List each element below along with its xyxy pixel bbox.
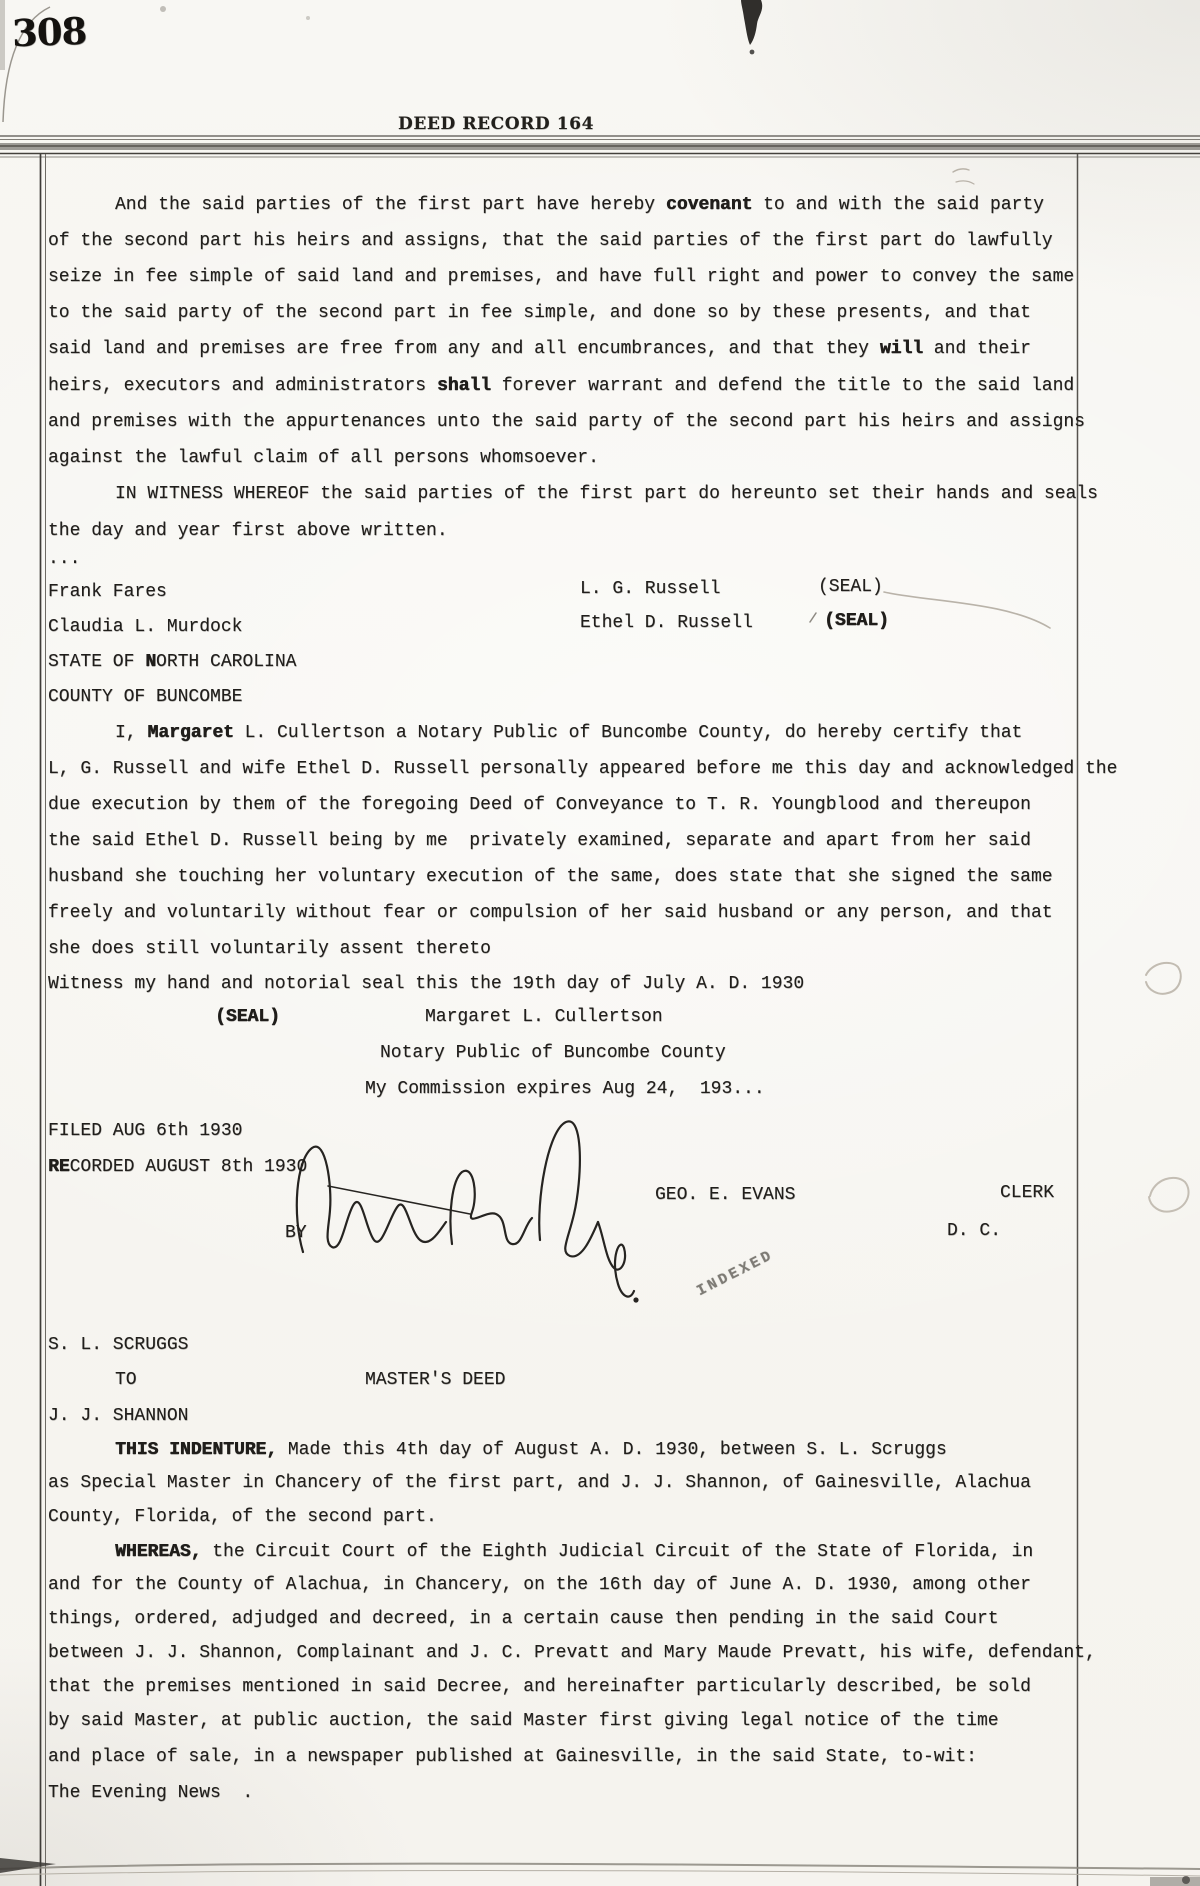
typed-line: said land and premises are free from any and all encumbrances, and that they will and their <box>48 339 1031 359</box>
typed-line: and for the County of Alachua, in Chancery, on the 16th day of June A. D. 1930, among other <box>48 1575 1031 1595</box>
typed-line: the said Ethel D. Russell being by me privately examined, separate and apart from her said <box>48 831 1031 851</box>
seal-label-2: (SEAL) <box>824 611 889 631</box>
typed-line: the day and year first above written. <box>48 521 448 541</box>
bottom-page-edge <box>0 1858 1200 1886</box>
indenture-line: THIS INDENTURE, Made this 4th day of August A. D. 1930, between S. L. Scruggs <box>115 1440 947 1460</box>
typed-line: I, Margaret L. Cullertson a Notary Public of Buncombe County, do hereby certify that <box>115 723 1023 743</box>
deputy-clerk-label: D. C. <box>947 1221 1002 1241</box>
typed-line: due execution by them of the foregoing Deed of Conveyance to T. R. Youngblood and thereupon <box>48 795 1031 815</box>
county-line: COUNTY OF BUNCOMBE <box>48 687 243 707</box>
grantor-ethel-russell: Ethel D. Russell <box>580 613 753 633</box>
typed-line: that the premises mentioned in said Decree, and hereinafter particularly described, be sold <box>48 1677 1031 1697</box>
witness-claudia-murdock: Claudia L. Murdock <box>48 617 243 637</box>
typed-line: seize in fee simple of said land and premises, and have full right and power to convey the same <box>48 267 1075 287</box>
typed-line: of the second part his heirs and assigns, that the said parties of the first part do lawfully <box>48 231 1053 251</box>
clerk-name: GEO. E. EVANS <box>655 1185 796 1205</box>
grantor-party: S. L. SCRUGGS <box>48 1335 189 1355</box>
by-label: BY <box>285 1223 307 1243</box>
header-rule-band <box>0 136 1200 157</box>
clerk-signature <box>297 1121 639 1302</box>
notary-seal: (SEAL) <box>215 1007 280 1027</box>
ink-blot <box>160 0 762 54</box>
witness-clause: IN WITNESS WHEREOF the said parties of the first part do hereunto set their hands and seals <box>115 484 1098 504</box>
notary-title: Notary Public of Buncombe County <box>380 1043 726 1063</box>
typed-line: County, Florida, of the second part. <box>48 1507 437 1527</box>
notary-name: Margaret L. Cullertson <box>425 1007 663 1027</box>
newspaper-name: The Evening News . <box>48 1783 254 1803</box>
commission-line: My Commission expires Aug 24, 193... <box>365 1079 765 1099</box>
clerk-title: CLERK <box>1000 1183 1055 1203</box>
covenant-line: And the said parties of the first part have hereby covenant to and with the said party <box>115 195 1044 215</box>
typed-line: and premises with the appurtenances unto the said party of the second part his heirs and assigns <box>48 412 1085 432</box>
filed-date: FILED AUG 6th 1930 <box>48 1121 243 1141</box>
typed-line: and place of sale, in a newspaper published at Gainesville, in the said State, to-wit: <box>48 1747 977 1767</box>
page-header: DEED RECORD 164 <box>398 114 595 134</box>
instrument-title: MASTER'S DEED <box>365 1370 506 1390</box>
typed-line: to the said party of the second part in fee simple, and done so by these presents, and that <box>48 303 1031 323</box>
typed-line: husband she touching her voluntary execution of the same, does state that she signed the same <box>48 867 1053 887</box>
recorded-date: RECORDED AUGUST 8th 1930 <box>48 1157 308 1177</box>
witness-frank-fares: Frank Fares <box>48 582 167 602</box>
typed-line: by said Master, at public auction, the said Master first giving legal notice of the time <box>48 1711 999 1731</box>
typed-line: she does still voluntarily assent thereto <box>48 939 491 959</box>
grantee-party: J. J. SHANNON <box>48 1406 189 1426</box>
typed-line: against the lawful claim of all persons whomsoever. <box>48 448 599 468</box>
typed-line: as Special Master in Chancery of the first part, and J. J. Shannon, of Gainesville, Alachua <box>48 1473 1031 1493</box>
ditto-dots: ... <box>48 549 81 569</box>
typed-line: L, G. Russell and wife Ethel D. Russell personally appeared before me this day and acknowledged the <box>48 759 1118 779</box>
typed-line: heirs, executors and administrators shall forever warrant and defend the title to the said land <box>48 376 1075 396</box>
typed-line: freely and voluntarily without fear or compulsion of her said husband or any person, and that <box>48 903 1053 923</box>
page-number: 308 <box>11 8 87 56</box>
whereas-line: WHEREAS, the Circuit Court of the Eighth Judicial Circuit of the State of Florida, in <box>115 1542 1034 1562</box>
grantor-l-g-russell: L. G. Russell <box>580 579 721 599</box>
seal-label-1: (SEAL) <box>818 577 883 597</box>
indexed-stamp: INDEXED <box>694 1246 777 1301</box>
notary-date-line: Witness my hand and notorial seal this the 19th day of July A. D. 1930 <box>48 974 805 994</box>
pencil-marks <box>810 169 1189 1212</box>
to-label: TO <box>115 1370 137 1390</box>
typed-line: between J. J. Shannon, Complainant and J. C. Prevatt and Mary Maude Prevatt, his wife, defendant, <box>48 1643 1096 1663</box>
state-line: STATE OF NORTH CAROLINA <box>48 652 297 672</box>
typed-line: things, ordered, adjudged and decreed, in a certain cause then pending in the said Court <box>48 1609 999 1629</box>
